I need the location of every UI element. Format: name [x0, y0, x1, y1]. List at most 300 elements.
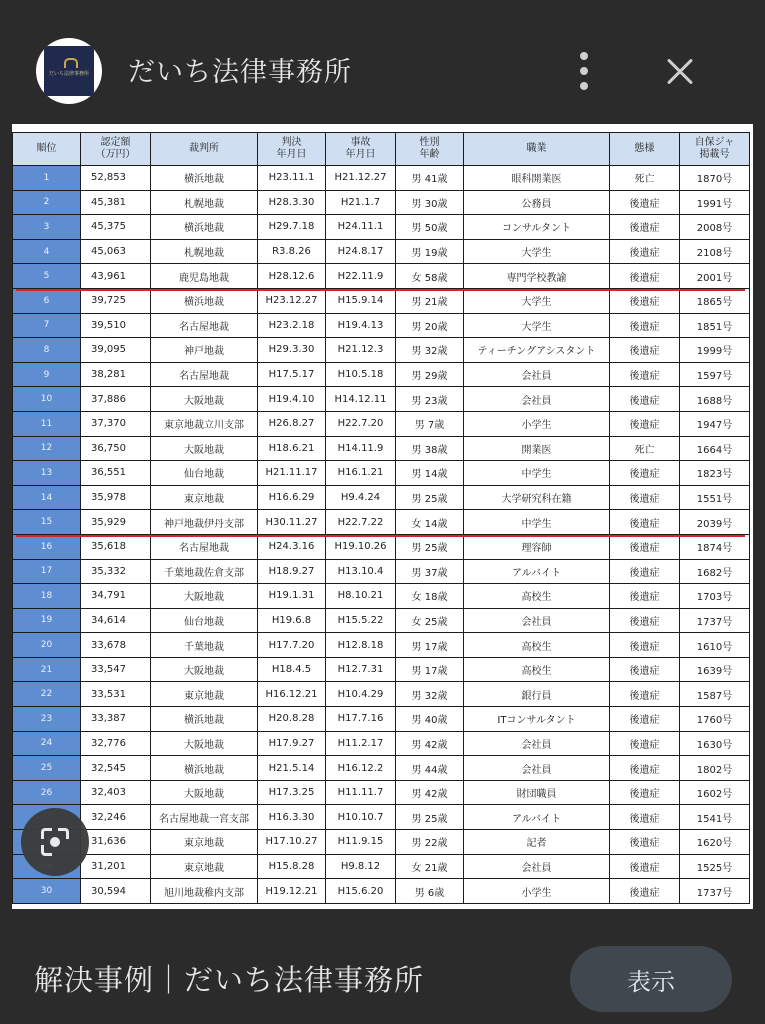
table-cell: H8.10.21: [326, 584, 396, 609]
table-cell: 1999号: [680, 338, 750, 363]
table-cell: H23.2.18: [258, 313, 326, 338]
table-cell: H15.6.20: [326, 879, 396, 904]
table-cell: 32,776: [81, 731, 151, 756]
table-cell: H21.12.27: [326, 166, 396, 191]
table-cell: H24.8.17: [326, 239, 396, 264]
table-cell: 後遺症: [610, 707, 680, 732]
table-cell: 札幌地裁: [151, 239, 258, 264]
table-cell: H22.7.22: [326, 510, 396, 535]
table-cell: H17.7.20: [258, 633, 326, 658]
logo-emblem: [44, 46, 94, 96]
table-cell: H9.8.12: [326, 854, 396, 879]
column-header: 裁判所: [151, 133, 258, 166]
table-cell: 中学生: [464, 461, 610, 486]
table-cell: 後遺症: [610, 215, 680, 240]
table-cell: 1870号: [680, 166, 750, 191]
table-cell: 男 40歳: [396, 707, 464, 732]
table-cell: 1630号: [680, 731, 750, 756]
table-cell: 中学生: [464, 510, 610, 535]
rank-cell: 25: [13, 756, 81, 781]
table-cell: 専門学校教諭: [464, 264, 610, 289]
table-cell: H20.8.28: [258, 707, 326, 732]
table-cell: 男 6歳: [396, 879, 464, 904]
table-cell: 後遺症: [610, 190, 680, 215]
table-cell: 死亡: [610, 166, 680, 191]
rank-cell: 6: [13, 288, 81, 313]
ranking-table-sheet: [12, 132, 749, 904]
table-row: [13, 387, 750, 412]
table-cell: 会社員: [464, 362, 610, 387]
table-cell: H16.12.2: [326, 756, 396, 781]
table-cell: 1639号: [680, 657, 750, 682]
table-cell: 男 42歳: [396, 731, 464, 756]
table-row: [13, 731, 750, 756]
table-cell: 男 32歳: [396, 338, 464, 363]
table-cell: H9.4.24: [326, 485, 396, 510]
table-row: [13, 313, 750, 338]
table-cell: 男 30歳: [396, 190, 464, 215]
table-cell: 35,618: [81, 534, 151, 559]
table-cell: 後遺症: [610, 411, 680, 436]
table-cell: H15.8.28: [258, 854, 326, 879]
table-cell: H13.10.4: [326, 559, 396, 584]
table-cell: H28.3.30: [258, 190, 326, 215]
column-header: 性別 年齢: [396, 133, 464, 166]
column-header: 態様: [610, 133, 680, 166]
table-cell: H12.7.31: [326, 657, 396, 682]
top-bar: [0, 0, 765, 124]
table-cell: 後遺症: [610, 510, 680, 535]
table-cell: R3.8.26: [258, 239, 326, 264]
table-cell: 仙台地裁: [151, 608, 258, 633]
table-cell: 1802号: [680, 756, 750, 781]
table-cell: 女 58歳: [396, 264, 464, 289]
table-cell: 小学生: [464, 879, 610, 904]
table-cell: H10.4.29: [326, 682, 396, 707]
table-cell: 後遺症: [610, 879, 680, 904]
table-cell: 1737号: [680, 879, 750, 904]
table-cell: H22.7.20: [326, 411, 396, 436]
table-cell: 記者: [464, 830, 610, 855]
column-header: 自保ジャ 掲載号: [680, 133, 750, 166]
table-cell: 男 20歳: [396, 313, 464, 338]
rank-cell: 18: [13, 584, 81, 609]
table-row: [13, 608, 750, 633]
table-cell: 大阪地裁: [151, 584, 258, 609]
table-cell: 1541号: [680, 805, 750, 830]
table-cell: 35,929: [81, 510, 151, 535]
table-cell: 1664号: [680, 436, 750, 461]
rank-cell: 17: [13, 559, 81, 584]
table-cell: 後遺症: [610, 682, 680, 707]
table-cell: アルバイト: [464, 805, 610, 830]
rank-cell: 8: [13, 338, 81, 363]
table-cell: 東京地裁: [151, 485, 258, 510]
table-cell: H17.3.25: [258, 780, 326, 805]
table-cell: 39,725: [81, 288, 151, 313]
rank-cell: 2: [13, 190, 81, 215]
table-cell: 31,201: [81, 854, 151, 879]
rank-cell: 11: [13, 411, 81, 436]
table-row: [13, 264, 750, 289]
table-cell: 横浜地裁: [151, 215, 258, 240]
table-cell: 1947号: [680, 411, 750, 436]
table-cell: 後遺症: [610, 485, 680, 510]
table-cell: 男 23歳: [396, 387, 464, 412]
table-cell: 東京地裁: [151, 854, 258, 879]
table-cell: H19.6.8: [258, 608, 326, 633]
table-cell: H16.3.30: [258, 805, 326, 830]
table-cell: H10.10.7: [326, 805, 396, 830]
table-cell: 神戸地裁: [151, 338, 258, 363]
table-cell: 男 14歳: [396, 461, 464, 486]
table-cell: 36,551: [81, 461, 151, 486]
table-cell: 女 25歳: [396, 608, 464, 633]
table-cell: 1682号: [680, 559, 750, 584]
table-cell: 札幌地裁: [151, 190, 258, 215]
table-cell: H29.3.30: [258, 338, 326, 363]
column-header: 職業: [464, 133, 610, 166]
table-cell: 鹿児島地裁: [151, 264, 258, 289]
table-cell: H15.5.22: [326, 608, 396, 633]
table-cell: 1737号: [680, 608, 750, 633]
table-cell: 横浜地裁: [151, 756, 258, 781]
table-cell: H23.12.27: [258, 288, 326, 313]
table-row: [13, 879, 750, 904]
table-cell: ITコンサルタント: [464, 707, 610, 732]
table-cell: 銀行員: [464, 682, 610, 707]
table-cell: H28.12.6: [258, 264, 326, 289]
table-cell: H18.4.5: [258, 657, 326, 682]
table-cell: 東京地裁: [151, 830, 258, 855]
table-cell: 1688号: [680, 387, 750, 412]
table-cell: 37,370: [81, 411, 151, 436]
rank-cell: 22: [13, 682, 81, 707]
rank-cell: 20: [13, 633, 81, 658]
table-cell: 会社員: [464, 387, 610, 412]
table-cell: H11.2.17: [326, 731, 396, 756]
table-cell: 男 25歳: [396, 485, 464, 510]
table-row: [13, 288, 750, 313]
table-cell: 男 42歳: [396, 780, 464, 805]
table-cell: H19.12.21: [258, 879, 326, 904]
table-cell: 女 18歳: [396, 584, 464, 609]
table-header-row: [13, 133, 750, 166]
show-button[interactable]: 表示: [570, 946, 732, 1012]
rank-cell: 7: [13, 313, 81, 338]
table-row: [13, 780, 750, 805]
table-row: [13, 534, 750, 559]
table-cell: H14.12.11: [326, 387, 396, 412]
rank-cell: 3: [13, 215, 81, 240]
table-row: [13, 657, 750, 682]
table-cell: 横浜地裁: [151, 166, 258, 191]
table-cell: 大阪地裁: [151, 780, 258, 805]
table-cell: 1991号: [680, 190, 750, 215]
rank-cell: 24: [13, 731, 81, 756]
table-cell: 後遺症: [610, 731, 680, 756]
table-cell: 男 29歳: [396, 362, 464, 387]
table-cell: 39,095: [81, 338, 151, 363]
lens-search-icon[interactable]: [21, 808, 89, 876]
table-cell: 1597号: [680, 362, 750, 387]
table-cell: 小学生: [464, 411, 610, 436]
table-cell: 32,246: [81, 805, 151, 830]
table-cell: 理容師: [464, 534, 610, 559]
table-cell: H19.4.13: [326, 313, 396, 338]
table-row: [13, 510, 750, 535]
table-cell: 後遺症: [610, 756, 680, 781]
table-cell: H21.1.7: [326, 190, 396, 215]
rank-cell: 14: [13, 485, 81, 510]
table-cell: 後遺症: [610, 657, 680, 682]
rank-cell: 13: [13, 461, 81, 486]
image-preview: [12, 124, 753, 909]
table-row: [13, 707, 750, 732]
table-cell: H19.1.31: [258, 584, 326, 609]
table-cell: 男 38歳: [396, 436, 464, 461]
table-cell: 1602号: [680, 780, 750, 805]
table-cell: 男 25歳: [396, 534, 464, 559]
table-cell: 30,594: [81, 879, 151, 904]
table-cell: 2008号: [680, 215, 750, 240]
table-cell: H11.11.7: [326, 780, 396, 805]
rank-cell: 5: [13, 264, 81, 289]
table-cell: 男 22歳: [396, 830, 464, 855]
table-cell: 37,886: [81, 387, 151, 412]
rank-cell: 15: [13, 510, 81, 535]
table-cell: 名古屋地裁: [151, 362, 258, 387]
table-cell: 後遺症: [610, 387, 680, 412]
table-cell: H17.7.16: [326, 707, 396, 732]
table-row: [13, 190, 750, 215]
table-cell: 後遺症: [610, 805, 680, 830]
table-cell: 女 21歳: [396, 854, 464, 879]
table-row: [13, 559, 750, 584]
table-cell: 男 50歳: [396, 215, 464, 240]
highlight-line-top15: [16, 535, 745, 537]
table-cell: 31,636: [81, 830, 151, 855]
table-cell: 後遺症: [610, 362, 680, 387]
table-cell: 1587号: [680, 682, 750, 707]
table-cell: H16.1.21: [326, 461, 396, 486]
table-cell: アルバイト: [464, 559, 610, 584]
table-cell: H16.6.29: [258, 485, 326, 510]
table-cell: 名古屋地裁: [151, 534, 258, 559]
table-cell: 43,961: [81, 264, 151, 289]
table-cell: 男 19歳: [396, 239, 464, 264]
table-cell: 会社員: [464, 756, 610, 781]
table-cell: H22.11.9: [326, 264, 396, 289]
table-cell: H17.5.17: [258, 362, 326, 387]
table-cell: H19.10.26: [326, 534, 396, 559]
table-cell: 1823号: [680, 461, 750, 486]
table-cell: 大阪地裁: [151, 731, 258, 756]
table-cell: 39,510: [81, 313, 151, 338]
column-header: 順位: [13, 133, 81, 166]
table-row: [13, 215, 750, 240]
table-cell: H16.12.21: [258, 682, 326, 707]
table-cell: 眼科開業医: [464, 166, 610, 191]
table-cell: 死亡: [610, 436, 680, 461]
table-cell: 後遺症: [610, 461, 680, 486]
table-row: [13, 485, 750, 510]
table-cell: 大学生: [464, 313, 610, 338]
table-row: [13, 239, 750, 264]
table-cell: H18.9.27: [258, 559, 326, 584]
table-cell: 旭川地裁稚内支部: [151, 879, 258, 904]
table-cell: H14.11.9: [326, 436, 396, 461]
rank-cell: 23: [13, 707, 81, 732]
table-cell: 後遺症: [610, 780, 680, 805]
table-cell: 男 32歳: [396, 682, 464, 707]
table-cell: 男 25歳: [396, 805, 464, 830]
table-cell: H21.5.14: [258, 756, 326, 781]
table-row: [13, 362, 750, 387]
column-header: 認定額 （万円）: [81, 133, 151, 166]
table-cell: 男 37歳: [396, 559, 464, 584]
site-logo[interactable]: [36, 38, 102, 104]
table-cell: H21.12.3: [326, 338, 396, 363]
table-cell: 男 7歳: [396, 411, 464, 436]
table-cell: 大学生: [464, 288, 610, 313]
rank-cell: 16: [13, 534, 81, 559]
table-cell: 仙台地裁: [151, 461, 258, 486]
table-cell: 高校生: [464, 657, 610, 682]
column-header: 事故 年月日: [326, 133, 396, 166]
table-row: [13, 756, 750, 781]
table-cell: ティーチングアシスタント: [464, 338, 610, 363]
table-cell: 男 21歳: [396, 288, 464, 313]
table-cell: 横浜地裁: [151, 288, 258, 313]
table-cell: 名古屋地裁: [151, 313, 258, 338]
table-cell: 男 44歳: [396, 756, 464, 781]
table-cell: 1760号: [680, 707, 750, 732]
table-cell: 高校生: [464, 633, 610, 658]
table-cell: 34,791: [81, 584, 151, 609]
table-cell: 後遺症: [610, 338, 680, 363]
table-cell: H12.8.18: [326, 633, 396, 658]
table-cell: H18.6.21: [258, 436, 326, 461]
table-cell: H17.10.27: [258, 830, 326, 855]
table-cell: 大学生: [464, 239, 610, 264]
table-cell: 36,750: [81, 436, 151, 461]
table-cell: 会社員: [464, 854, 610, 879]
table-cell: 2001号: [680, 264, 750, 289]
table-cell: H29.7.18: [258, 215, 326, 240]
table-cell: 1703号: [680, 584, 750, 609]
table-row: [13, 461, 750, 486]
table-cell: 男 41歳: [396, 166, 464, 191]
table-cell: 大阪地裁: [151, 436, 258, 461]
table-row: [13, 338, 750, 363]
table-cell: 2039号: [680, 510, 750, 535]
table-cell: 45,375: [81, 215, 151, 240]
table-cell: 34,614: [81, 608, 151, 633]
table-cell: 1865号: [680, 288, 750, 313]
table-cell: 財団職員: [464, 780, 610, 805]
close-icon[interactable]: [660, 52, 700, 92]
column-header: 判決 年月日: [258, 133, 326, 166]
table-cell: H30.11.27: [258, 510, 326, 535]
table-row: [13, 411, 750, 436]
table-row: [13, 854, 750, 879]
table-cell: 後遺症: [610, 559, 680, 584]
rank-cell: 12: [13, 436, 81, 461]
table-cell: 大阪地裁: [151, 387, 258, 412]
table-cell: 52,853: [81, 166, 151, 191]
table-cell: 33,531: [81, 682, 151, 707]
rank-cell: 26: [13, 780, 81, 805]
rank-cell: 10: [13, 387, 81, 412]
table-cell: 男 17歳: [396, 633, 464, 658]
page-title: だいち法律事務所: [128, 57, 352, 88]
table-cell: 神戸地裁伊丹支部: [151, 510, 258, 535]
ranking-table: [12, 132, 750, 904]
table-cell: 後遺症: [610, 584, 680, 609]
rank-cell: 4: [13, 239, 81, 264]
table-cell: 1851号: [680, 313, 750, 338]
table-cell: H19.4.10: [258, 387, 326, 412]
table-cell: 会社員: [464, 608, 610, 633]
table-cell: 1610号: [680, 633, 750, 658]
highlight-line-top5: [16, 289, 745, 291]
table-cell: 35,332: [81, 559, 151, 584]
table-cell: 38,281: [81, 362, 151, 387]
table-cell: 公務員: [464, 190, 610, 215]
table-cell: 1551号: [680, 485, 750, 510]
table-cell: 千葉地裁佐倉支部: [151, 559, 258, 584]
table-cell: 35,978: [81, 485, 151, 510]
rank-cell: 30: [13, 879, 81, 904]
table-cell: 32,545: [81, 756, 151, 781]
table-cell: 東京地裁立川支部: [151, 411, 258, 436]
table-row: [13, 830, 750, 855]
table-cell: 1525号: [680, 854, 750, 879]
table-cell: 開業医: [464, 436, 610, 461]
rank-cell: 21: [13, 657, 81, 682]
table-row: [13, 166, 750, 191]
logo-text: だいち法律事務所: [48, 71, 89, 77]
table-cell: 女 14歳: [396, 510, 464, 535]
image-caption[interactable]: 解決事例｜だいち法律事務所: [34, 963, 425, 997]
table-row: [13, 436, 750, 461]
table-cell: 1620号: [680, 830, 750, 855]
table-cell: H17.9.27: [258, 731, 326, 756]
table-cell: 33,387: [81, 707, 151, 732]
table-cell: 45,063: [81, 239, 151, 264]
logo-mark-icon: [64, 58, 78, 68]
table-cell: 後遺症: [610, 830, 680, 855]
table-cell: 後遺症: [610, 534, 680, 559]
table-cell: H11.9.15: [326, 830, 396, 855]
table-cell: H15.9.14: [326, 288, 396, 313]
table-row: [13, 584, 750, 609]
table-cell: 大阪地裁: [151, 657, 258, 682]
table-cell: 横浜地裁: [151, 707, 258, 732]
table-cell: 後遺症: [610, 633, 680, 658]
table-cell: 33,678: [81, 633, 151, 658]
table-cell: H24.11.1: [326, 215, 396, 240]
table-cell: 千葉地裁: [151, 633, 258, 658]
table-cell: 32,403: [81, 780, 151, 805]
table-cell: 後遺症: [610, 854, 680, 879]
table-cell: H10.5.18: [326, 362, 396, 387]
table-cell: 後遺症: [610, 288, 680, 313]
table-cell: 45,381: [81, 190, 151, 215]
more-vert-icon[interactable]: [574, 52, 594, 92]
table-cell: H26.8.27: [258, 411, 326, 436]
